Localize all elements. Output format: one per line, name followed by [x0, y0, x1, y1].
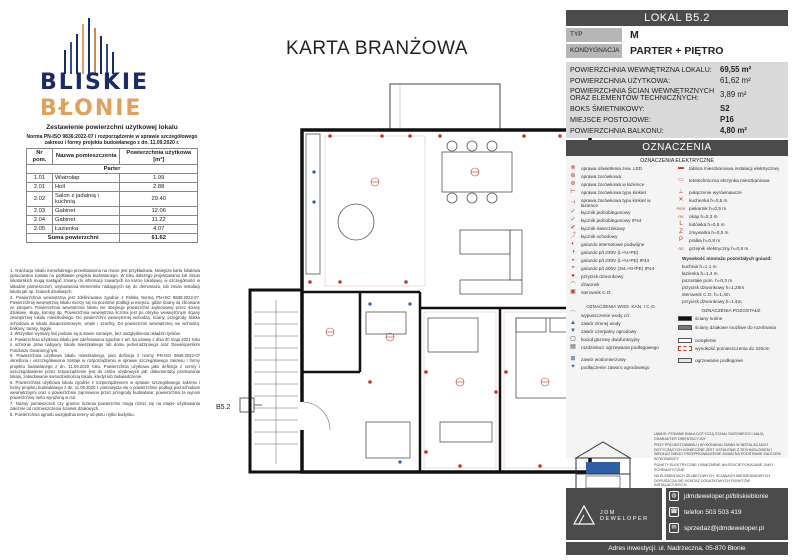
bulb-fixture-icon: ⊕	[570, 172, 576, 179]
electrical-points	[308, 134, 586, 468]
electric-heater-icon: GE	[678, 245, 684, 251]
partition-wall-swatch	[678, 325, 692, 330]
col-header-name: Nazwa pomieszczenia	[52, 149, 120, 165]
legend-item: ✦ podłączenie zaworu ogrodowego	[568, 365, 650, 370]
stat-value: 3,89 m²	[720, 89, 747, 99]
legend-item: ▲ zawór zimnej wody	[568, 321, 621, 326]
logo-word-1: BLISKIE	[40, 70, 150, 95]
b52-label: B5.2	[216, 404, 231, 411]
furniture	[306, 134, 580, 458]
legend-item: ▬ tablica mieszkaniowa instalacji elektrycznej	[678, 164, 779, 171]
legend-item: Z zmywarka h=0,5 m	[676, 230, 728, 235]
height-item: przycisk dzwonkowy h=1,4m	[682, 298, 742, 304]
warnings	[654, 432, 782, 490]
legend-item: ⊛ oprawa żarówkowa w łazience	[568, 182, 644, 187]
height-item: pozostałe pom. h=0,3 m	[682, 277, 733, 283]
legend-item: ▭ teletechniczna skrzynka mieszkaniowa	[676, 178, 786, 183]
socket-ip44-icon: ◒	[571, 256, 575, 263]
warning-1: UWAGI: PODANE BIAŁA DOTYCZĄ STANU SUROWEGO I MAJĄ CHARAKTER ORIENTACYJNY	[654, 432, 764, 441]
floor-value: PARTER + PIĘTRO	[630, 45, 724, 57]
summary-norm: Norma PN-ISO 9836:2022-07 i rozporządzenie w sprawie szczegółowego zakresu i formy projektu budowlanego z dn. 11.09.2020 r.	[26, 134, 198, 146]
type-value: M	[630, 29, 639, 41]
height-item: kuchnia h=1,1 m	[682, 263, 717, 269]
type-row	[566, 28, 788, 42]
stat-row	[566, 75, 788, 86]
room-number: 2.03	[27, 207, 53, 216]
room-number: 1.01	[27, 174, 53, 183]
total-value: 61.62	[120, 234, 198, 243]
note-1: 1. Aranżacja lokalu mieszkalnego przedstawiona na rzucie jest przykładowa. Niniejsza karta lokalowa opracowana została na podstawie projektu budowlanego. W toku dalszego projektowania lub zmian lokatorskich mogą nastąpić zmiany do informacji zawartych na karcie lokalowej, w szczególności w układzie pomieszczeń, usytuowania elementów nadających się do demontażu, lub zmian instalacji lokalu jak np. ścianek działowych.	[10, 268, 200, 294]
logo-word-2: BŁONIE	[40, 96, 143, 121]
stat-row	[566, 114, 788, 125]
internet-socket-icon: ◐	[571, 240, 575, 247]
legend-item: ▢ kocioł gazowy dwufunkcyjny	[568, 337, 640, 342]
room-area: 29.40	[120, 192, 198, 207]
table-row	[27, 174, 198, 183]
room-name: Salon z jadalnią i kuchnią	[52, 192, 120, 207]
legend-item: ✓ łącznik jednobiegunowy	[568, 210, 631, 215]
room-area: 12.06	[120, 207, 198, 216]
unit-title: LOKAL B5.2	[566, 10, 788, 26]
hood-icon: OK	[678, 213, 684, 219]
contact-phone[interactable]: ☎ telefon 503 503 419	[670, 508, 742, 516]
stat-label: POWIERZCHNIA WEWNĘTRZNA LOKALU:	[570, 64, 712, 74]
stat-value: 4,80 m²	[720, 125, 747, 135]
legend-item: ocieplenie	[678, 338, 716, 343]
floor-row	[566, 44, 788, 58]
room-area: 1.99	[120, 174, 198, 183]
notes-block	[10, 268, 200, 418]
investment-address: Adres inwestycji: ul. Nadrzeczna, 05-870 Błonie	[566, 542, 788, 555]
note-3: 3. Wszystkie wymiary linii podane są w stanie surowym, bez uwzględnienia okładzin tynków.	[10, 331, 181, 337]
note-7: 7. Nazwy pomieszczeń czy granice liczenia powierzchni mogą różnić się na etapie użytkowania zależnie od rozmieszczenia ścianek działowych.	[10, 401, 200, 412]
legend-item: wysokość pomieszczenia do 220cm	[678, 346, 784, 351]
legend-title: OZNACZENIA	[566, 140, 788, 156]
legend-item: ⊣ oprawa żarówkowa typu kinkiet w łazience	[568, 198, 668, 209]
note-2: 2. Powierzchnia wewnętrzna jest zdefiniowana zgodnie z Polską Normą PN-ISO 9836:2022-07. Powierzchnię wewnętrzną lokalu mierzy się na poziomie podłogi w miejscu, gdzie ściany są zlicowane ze stropem. Powierzchnia wewnętrzna lokalu nie obejmuje powierzchni zajmowanej przez ściany działowe, słupy, kominy itp. Powierzchnia wewnętrzna liczona jest po obrysie wewnętrznym ściany zewnętrznej lokalu mieszkalnego. Do powierzchni wewnętrznej wchodzą: ściany, przegrody, klatka schodowa w lokalu dwupoziomowym, wnęki i szachty. Do powierzchni wewnętrznej nie wchodzą: balkony, tarasy, loggie.	[10, 294, 200, 331]
washer-icon: P	[678, 236, 683, 243]
legend-item: ◠ dzwonek	[568, 282, 600, 287]
table-row	[27, 192, 198, 207]
legend-item: ▤ rozdzielacz ogrzewania podłogowego	[568, 345, 668, 350]
legend-item: ▼ zawór czerpalny ogrodowy	[568, 329, 637, 334]
info-panel	[566, 10, 788, 555]
water-legend-title: OZNACZENIA WOD. KAN. I C.O.	[586, 303, 656, 309]
logo-bars-graphic	[54, 14, 134, 74]
stat-row	[566, 103, 788, 114]
warning-4: NA ELEMENTACH ŻELBETOWYCH, ŚCIANACH MIESZKANIOWYCH DOPUSZCZA SIĘ MONTAŻ DODATKOWYCH PUNKTÓW INSTALACYJNYCH	[654, 474, 771, 487]
cold-valve-icon: ▲	[570, 319, 576, 326]
entry-door-swing	[302, 402, 330, 430]
phone-icon: ☎	[670, 509, 678, 515]
legend-item: ściany działowe możliwe do rozebrania	[678, 325, 784, 330]
summary-table	[26, 148, 198, 243]
logo	[30, 14, 160, 124]
stat-label: POWIERZCHNIA ŚCIAN WEWNĘTRZNYCH ORAZ ELEMENTÓW TECHNICZNYCH:	[570, 86, 715, 103]
legend-item: ⤴ łącznik schodowy	[569, 232, 618, 239]
room-area: 11.22	[120, 216, 198, 225]
total-label: Suma powierzchni	[27, 234, 120, 243]
insulation-swatch	[678, 338, 692, 343]
table-row	[27, 183, 198, 192]
doorbell-button-icon: ●	[571, 272, 575, 279]
summary-caption: Zestawienie powierzchni użytkowej lokalu	[46, 124, 178, 131]
water-points	[312, 170, 411, 463]
legend-item: PIEK piekarnik h=0,5 m	[676, 205, 727, 211]
mail-icon: ✉	[669, 523, 679, 533]
stat-value: 61,62 m²	[720, 76, 751, 85]
room-name: Holl	[52, 183, 120, 192]
wall-lamp-icon: ⊢	[570, 188, 576, 195]
outer-walls	[302, 130, 590, 472]
room-number: 2.05	[27, 225, 53, 234]
socket-icon: ◑	[571, 248, 575, 255]
legend-item: ● przycisk dzwonkowy	[568, 274, 623, 279]
legend-item: ⌒ wypuszczenie wody c/z	[569, 311, 630, 318]
table-row	[27, 225, 198, 234]
floor-heating-swatch	[678, 358, 692, 363]
legend-item: ⊕ oprawa żarówkowa	[568, 174, 621, 179]
stat-label: POWIERZCHNIA UŻYTKOWA:	[570, 75, 670, 85]
legend-item: ✔ łącznik świecznikowy	[568, 226, 625, 231]
height-item: łazienka h=1,4 m	[682, 270, 718, 276]
equipotential-icon: ⊥	[678, 188, 684, 195]
stat-value: S2	[720, 103, 730, 113]
stat-row	[566, 86, 788, 103]
water-outlet-icon: ⌒	[569, 311, 576, 318]
stat-value: 69,55 m²	[720, 65, 752, 74]
cross-section-diagram	[572, 438, 634, 493]
room-number: 2.02	[27, 192, 53, 207]
gas-boiler-icon: ▢	[570, 335, 576, 342]
elec-legend-title: OZNACZENIA ELEKTRYCZNE	[640, 157, 714, 164]
low-ceiling-swatch	[678, 346, 692, 351]
meter-valve-icon: ⊠	[570, 355, 576, 362]
doorbell-icon: ◠	[570, 280, 576, 287]
area-summary	[26, 124, 198, 243]
globe-icon: ◍	[669, 491, 679, 501]
legend-item: OK okap h=2,3 m	[676, 214, 718, 219]
stairs	[254, 300, 298, 464]
legend-item: ▣ sterownik C.O.	[568, 290, 612, 295]
legend-item: ◑ gniazdo p/t 230V (L+N+PE)	[568, 250, 638, 255]
balcony-outline	[390, 84, 500, 130]
stat-value: P16	[720, 114, 734, 124]
height-item: przycisk dzwonkowy h=1,25m	[682, 284, 745, 290]
heating-controller-icon: ▣	[570, 288, 576, 295]
legend-item: ◐ gniazdo internetowe podwójne	[568, 242, 644, 247]
switch-ip44-icon: ✓	[570, 216, 576, 223]
floor-heating-pattern	[325, 136, 586, 468]
footer	[566, 488, 788, 555]
stat-label: BOKS ŚMIETNIKOWY:	[570, 103, 645, 113]
note-8: 8. Powierzchnia ogrodu uwzględnia tereny od płotu i tylko budynku.	[10, 411, 135, 417]
height-item: sterownik C.O. h=1,4m	[682, 291, 730, 297]
room-name: Gabinet	[52, 207, 120, 216]
plan-title: KARTA BRANŻOWA	[286, 38, 468, 59]
socket-400v-icon: ◓	[571, 264, 575, 271]
contact-website[interactable]: ◍ jdmdeweloper.pl/bliskieblonie	[666, 488, 788, 504]
developer-logo-icon	[572, 502, 596, 526]
developer-name: JDM DEWELOPER	[600, 510, 649, 522]
table-row	[27, 207, 198, 216]
legend-item: GE grzejnik elektryczny h=0,8 m	[676, 246, 748, 251]
note-6: 6. Powierzchnia użytkowa lokalu zgodnie z rozporządzeniem w sprawie szczegółowego zakresu i formy projektu budowlanego z dn. 11.09.2020 r. pomniejsza się o powierzchnie podłogi pod schodami wewnętrznymi oraz o powierzchnie zajmowane przez przegrody budowlane; powierzchnia ta wynosi powierzchnię netto wyrażoną w m2.	[10, 379, 200, 401]
room-area: 2.88	[120, 183, 198, 192]
legend-item: ✓ łącznik jednobiegunowy IP44	[568, 218, 641, 223]
col-header-number: Nr pom.	[27, 149, 53, 165]
note-4: 4. Powierzchnia użytkowa lokalu jest zdefiniowana zgodnie z art. 5a ustawy z dnia 20 maja 2021 roku o ochronie praw nabywcy lokalu mieszkalnego lub domu jednorodzinnego oraz Deweloperskim Funduszu Gwarancyjnym.	[10, 337, 200, 353]
legend-item: ściany nośne	[678, 316, 722, 321]
cooker-icon: ✕	[678, 196, 684, 203]
legend-item: ◒ gniazdo p/t 230V (L+N+PE) IP44	[568, 258, 649, 263]
legend-item: ◓ gniazdo p/t 400V (3xL+N+PE) IP44	[568, 266, 654, 271]
floor-plan	[210, 72, 600, 492]
floor-label: KONDYGNACJA	[566, 44, 622, 58]
stat-row	[566, 64, 788, 75]
warning-2: PRZY PROJEKTOWANIU I WYKONANIU ZMIAN W INSTALACJACH DOTYCZĄCYCH KONIECZNE JEST USTALENIE Z TECHNOLOGIEM I WEDŁUG NIEGO PRZEPROWADZENIE ZMIAN NA PODSTAWIE ZALECEŃ WYKONAWCY	[654, 443, 781, 461]
stat-row	[566, 125, 788, 136]
room-name: Wiatrołap	[52, 174, 120, 183]
led-light-icon: ⊗	[570, 164, 576, 171]
bath-fixture-icon: ⊛	[570, 180, 576, 187]
oven-icon: PIEK	[676, 205, 686, 211]
room-number: 2.01	[27, 183, 53, 192]
heights-title: Wysokość montażu pozostałych gniazd:	[682, 255, 772, 261]
group-label: Parter	[27, 165, 198, 174]
warning-3: PUNKTY ELEKTRYCZNE I SANITARNE NA RZUCIE POKAZANE JAKO SCHEMATYCZNE	[654, 463, 774, 472]
developer-brand	[566, 488, 662, 540]
legend-item: L lodówka h=0,5 m	[676, 222, 725, 227]
room-name: Łazienka	[52, 225, 120, 234]
note-5: 5. Powierzchnia użytkowa lokalu mieszkalnego, jako definicja z normy PN-ISO 9836:2022-07 określona i uszczegółowiona zostaje w rozporządzeniu w sprawie szczegółowego zakresu i formy projektu budowlanego z dn. 11.09.2020 roku. Powierzchnia użytkowa jako definicja z normy i uszczegółowienie przez rozporządzenie jest do celów użytkowych jak: dokumentacji przekazania lokalu, zabudowanie samodzielnością lokalu, kredyt lub zaświadczenie.	[10, 353, 200, 380]
room-area: 4.07	[120, 225, 198, 234]
fridge-icon: L	[679, 220, 683, 227]
col-header-area: Powierzchnia użytkowa [m²]	[120, 149, 198, 165]
telecom-box-icon: ▭	[678, 176, 684, 183]
garden-valve-connection-icon: ✦	[570, 363, 576, 370]
stair-switch-icon: ⤴	[569, 232, 576, 239]
chandelier-switch-icon: ✔	[570, 224, 576, 231]
dishwasher-icon: Z	[679, 228, 683, 235]
heating-manifold-icon: ▤	[570, 343, 576, 350]
switch-icon: ✓	[570, 208, 576, 215]
room-name: Gabinet	[52, 216, 120, 225]
legend-item: ogrzewanie podłogowe	[678, 358, 743, 363]
contact-email[interactable]: ✉ sprzedaz@jdmdeweloper.pl	[666, 520, 788, 536]
room-number: 2.04	[27, 216, 53, 225]
contact-block	[666, 488, 788, 540]
legend-item: ✕ kuchenka h=0,5 m	[676, 198, 727, 203]
legend-item: ⊥ połączenie wyrównawcze	[676, 190, 742, 195]
legend-item: ⊗ oprawa oświetlenia zew. LED	[568, 166, 642, 171]
stat-label: POWIERZCHNIA BALKONU:	[570, 125, 664, 135]
stats-block	[566, 62, 788, 138]
legend-item: P pralka h=0,8 m	[676, 238, 720, 243]
type-label: TYP	[566, 28, 622, 42]
legend-item: ⊢ oprawa żarówkowa typu kinkiet	[568, 190, 646, 195]
legend-item: ⊠ zawór wodomierzowy	[568, 357, 626, 362]
distribution-board-icon: ▬	[678, 164, 684, 171]
other-legend-title: OZNACZENIA POZOSTAŁE	[701, 307, 761, 313]
load-bearing-wall-swatch	[678, 316, 692, 321]
table-row	[27, 216, 198, 225]
garden-tap-icon: ▼	[570, 327, 576, 334]
legend	[566, 156, 788, 458]
bath-wall-lamp-icon: ⊣	[570, 199, 576, 206]
stat-label: MIEJSCE POSTOJOWE:	[570, 114, 651, 124]
